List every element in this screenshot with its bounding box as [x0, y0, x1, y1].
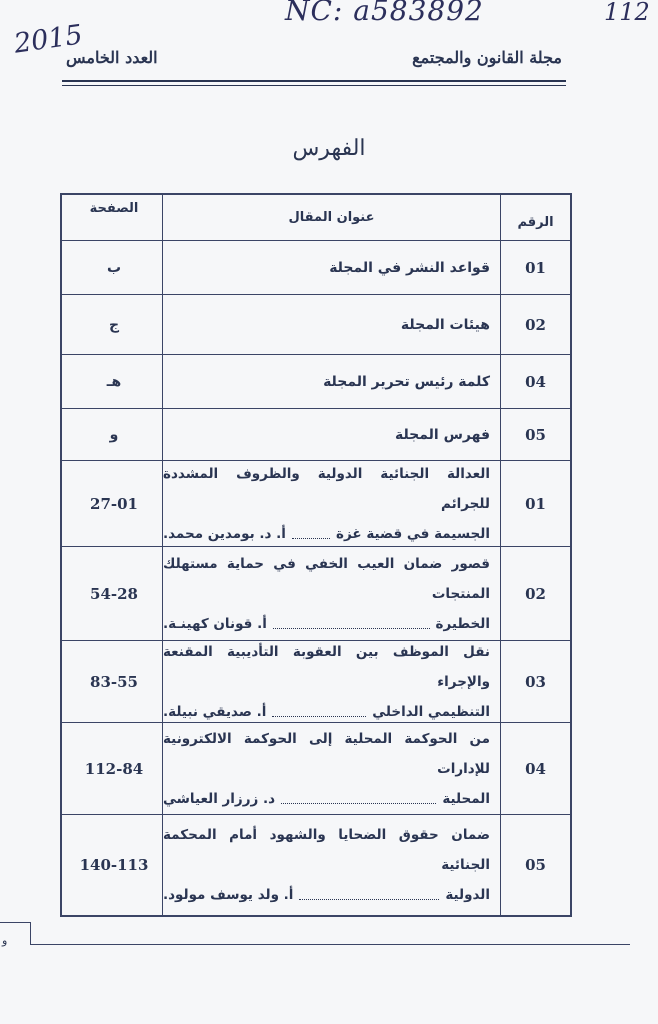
article-row: [62, 461, 570, 547]
article-title-line2: الخطيرة: [435, 615, 490, 632]
article-pages: 83-55: [90, 672, 138, 691]
handwritten-page-number: 112: [604, 0, 650, 26]
column-header-title: عنوان المقال: [162, 195, 500, 240]
article-title-line2: التنظيمي الداخلي: [372, 703, 490, 720]
row-number: 02: [525, 315, 546, 334]
row-number: 04: [525, 372, 546, 391]
row-title: فهرس المجلة: [394, 426, 490, 443]
table-row: [62, 355, 570, 409]
article-title-line1: قصور ضمان العيب الخفي في حماية مستهلك المنتجات: [163, 555, 490, 602]
journal-name: مجلة القانون والمجتمع: [412, 48, 562, 67]
dot-leader: [273, 609, 430, 629]
handwritten-reference: NC: a583892: [285, 0, 484, 27]
row-page: هـ: [106, 373, 122, 390]
row-title: قواعد النشر في المجلة: [329, 259, 490, 276]
article-title-line1: العدالة الجنائية الدولية والظروف المشددة للجرائم: [163, 465, 490, 512]
row-title: كلمة رئيس تحرير المجلة: [323, 373, 490, 390]
row-number: 01: [525, 258, 546, 277]
article-row: [62, 547, 570, 641]
article-author: أ. صديقي نبيلة.: [163, 703, 267, 720]
article-author: أ. ولد يوسف مولود.: [163, 887, 294, 903]
article-title-line1: نقل الموظف بين العقوبة التأديبية المقنعة والإجراء: [163, 643, 490, 690]
article-number: 01: [525, 494, 546, 513]
article-author: د. زرزار العياشي: [163, 790, 276, 807]
column-header-page: الصفحة: [89, 201, 139, 216]
row-page: و: [109, 426, 119, 443]
article-number: 03: [525, 672, 546, 691]
column-header-number: الرقم: [500, 195, 570, 240]
page-title: الفهرس: [292, 136, 366, 161]
table-row: [62, 409, 570, 461]
article-title-line1: ضمان حقوق الضحايا والشهود أمام المحكمة الجنائية: [163, 827, 490, 873]
dot-leader: [281, 784, 436, 804]
row-title: هيئات المجلة: [400, 316, 490, 333]
article-title-line2: الدولية: [445, 887, 490, 903]
article-number: 02: [525, 584, 546, 603]
header-rule: [62, 80, 566, 82]
dot-leader: [299, 880, 439, 900]
article-row: [62, 641, 570, 723]
header-rule-thin: [62, 85, 566, 86]
article-title-line1: من الحوكمة المحلية إلى الحوكمة الالكترونية للإدارات: [163, 730, 490, 777]
issue-label: العدد الخامس: [66, 48, 158, 67]
article-author: أ. د. بومدين محمد.: [163, 525, 286, 542]
article-row: [62, 723, 570, 815]
row-page: ب: [106, 259, 122, 276]
dot-leader: [272, 697, 366, 717]
footer-rule: [30, 944, 630, 945]
article-title-line2: المحلية: [442, 790, 490, 807]
article-number: 05: [525, 856, 546, 874]
article-pages: 27-01: [90, 494, 138, 513]
article-pages: 112-84: [84, 759, 144, 778]
table-header-row: [62, 195, 570, 241]
article-number: 04: [525, 759, 546, 778]
dot-leader: [292, 519, 330, 539]
row-number: 05: [525, 425, 546, 444]
handwritten-year: 2015: [12, 19, 85, 60]
article-pages: 140-113: [79, 856, 149, 874]
index-table: [60, 193, 572, 917]
article-author: أ. قونان كهينـة.: [163, 615, 267, 632]
article-row: [62, 815, 570, 915]
row-page: ج: [108, 316, 120, 333]
table-row: [62, 241, 570, 295]
footer-corner-mark: و: [2, 934, 8, 947]
article-pages: 54-28: [90, 584, 138, 603]
article-title-line2: الجسيمة في قضية غزة: [336, 525, 490, 542]
table-row: [62, 295, 570, 355]
